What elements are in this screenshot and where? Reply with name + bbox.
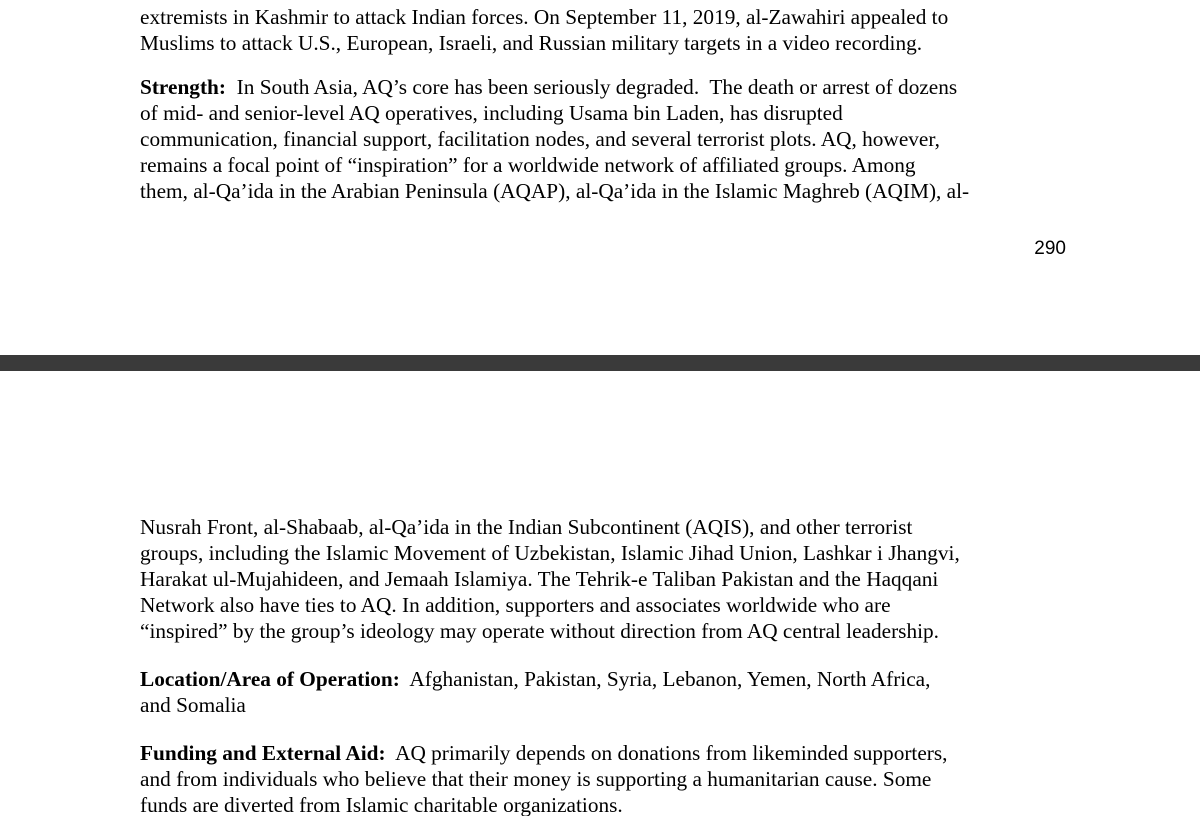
funding-paragraph [140, 740, 1075, 816]
text-line [140, 740, 1075, 766]
text-line: Network also have ties to AQ. In addition, supporters and associates worldwide who are [140, 593, 891, 617]
text-line: Nusrah Front, al-Shabaab, al-Qa’ida in the Indian Subcontinent (AQIS), and other terrorist [140, 515, 913, 539]
strength-text: In South Asia, AQ’s core has been seriously degraded. The death or arrest of dozens [225, 75, 958, 99]
text-line: and from individuals who believe that their money is supporting a humanitarian cause. Some [140, 767, 932, 791]
text-line: remains a focal point of “inspiration” for a worldwide network of affiliated groups. Among [140, 153, 916, 177]
text-line: “inspired” by the group’s ideology may operate without direction from AQ central leadership. [140, 619, 939, 643]
text-line: Harakat ul-Mujahideen, and Jemaah Islamiya. The Tehrik-e Taliban Pakistan and the Haqqani [140, 567, 939, 591]
page-290 [0, 0, 1200, 355]
funding-text: AQ primarily depends on donations from likeminded supporters, [385, 741, 948, 765]
text-line: groups, including the Islamic Movement of Uzbekistan, Islamic Jihad Union, Lashkar i Jhangvi, [140, 541, 960, 565]
continuation-paragraph [140, 514, 1075, 644]
text-line: funds are diverted from Islamic charitable organizations. [140, 793, 623, 816]
intro-paragraph [140, 4, 1075, 56]
text-line: communication, financial support, facilitation nodes, and several terrorist plots. AQ, however, [140, 127, 940, 151]
text-line: Muslims to attack U.S., European, Israeli, and Russian military targets in a video recording. [140, 31, 923, 55]
text-line: them, al-Qa’ida in the Arabian Peninsula (AQAP), al-Qa’ida in the Islamic Maghreb (AQIM), al- [140, 179, 970, 203]
location-text: Afghanistan, Pakistan, Syria, Lebanon, Yemen, North Africa, [399, 667, 931, 691]
text-line: of mid- and senior-level AQ operatives, including Usama bin Laden, has disrupted [140, 101, 843, 125]
text-line: and Somalia [140, 693, 246, 717]
page-number: 290 [1034, 238, 1066, 259]
location-label: Location/Area of Operation: [140, 667, 400, 691]
text-line [140, 666, 1075, 692]
location-paragraph [140, 666, 1075, 718]
strength-paragraph [140, 74, 1075, 204]
text-line: extremists in Kashmir to attack Indian forces. On September 11, 2019, al-Zawahiri appealed to [140, 5, 949, 29]
funding-label: Funding and External Aid: [140, 741, 386, 765]
text-line [140, 74, 1075, 100]
page-291 [0, 371, 1200, 816]
page-separator [0, 355, 1200, 371]
strength-label: Strength: [140, 75, 226, 99]
